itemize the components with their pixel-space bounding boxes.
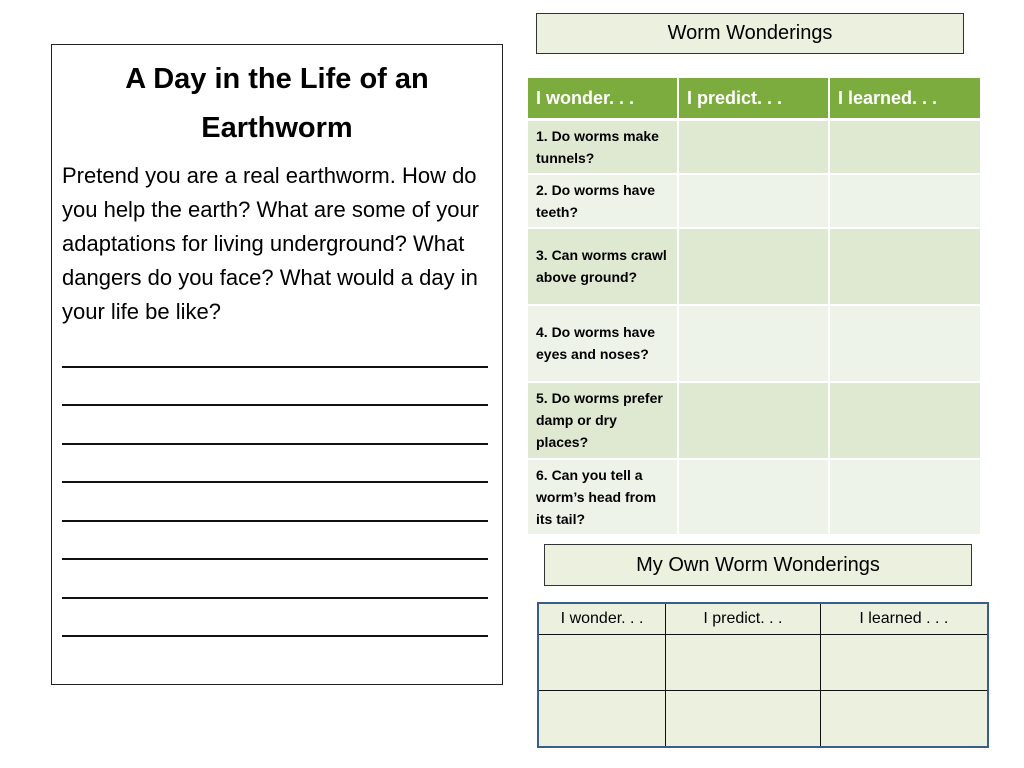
question-cell: 6. Can you tell a worm’s head from its tail? — [528, 459, 678, 535]
learned-cell[interactable] — [829, 174, 980, 228]
writing-line[interactable] — [62, 483, 488, 522]
writing-line[interactable] — [62, 406, 488, 445]
learned-cell[interactable] — [829, 382, 980, 459]
writing-line[interactable] — [62, 329, 488, 368]
own-wonderings-heading: My Own Worm Wonderings — [544, 544, 972, 586]
predict-cell[interactable] — [678, 228, 829, 305]
table-row — [538, 635, 988, 691]
own-learned-cell[interactable] — [820, 635, 988, 691]
header-predict: I predict. . . — [678, 78, 829, 120]
story-box — [51, 44, 503, 685]
learned-cell[interactable] — [829, 459, 980, 535]
learned-cell[interactable] — [829, 228, 980, 305]
own-wonderings-table — [537, 602, 989, 748]
header-wonder: I wonder. . . — [528, 78, 678, 120]
writing-line[interactable] — [62, 560, 488, 599]
story-prompt: Pretend you are a real earthworm. How do you help the earth? What are some of your adaptations for living underground? What dangers do you face? What would a day in your life be like? — [62, 163, 480, 324]
table-row — [528, 382, 980, 459]
own-header-wonder: I wonder. . . — [538, 603, 666, 635]
story-title: A Day in the Life of an Earthworm — [125, 63, 429, 144]
predict-cell[interactable] — [678, 459, 829, 535]
table-row — [528, 174, 980, 228]
writing-line[interactable] — [62, 445, 488, 484]
own-header-predict: I predict. . . — [666, 603, 821, 635]
header-learned: I learned. . . — [829, 78, 980, 120]
writing-line[interactable] — [62, 368, 488, 407]
own-wonder-cell[interactable] — [538, 691, 666, 748]
writing-area[interactable] — [62, 329, 502, 637]
question-cell: 3. Can worms crawl above ground? — [528, 228, 678, 305]
worm-wonderings-heading: Worm Wonderings — [536, 13, 964, 54]
predict-cell[interactable] — [678, 174, 829, 228]
table-row — [538, 691, 988, 748]
own-predict-cell[interactable] — [666, 635, 821, 691]
learned-cell[interactable] — [829, 305, 980, 382]
writing-line[interactable] — [62, 599, 488, 638]
question-cell: 5. Do worms prefer damp or dry places? — [528, 382, 678, 459]
table-row — [528, 305, 980, 382]
question-cell: 4. Do worms have eyes and noses? — [528, 305, 678, 382]
table-row — [528, 459, 980, 535]
own-predict-cell[interactable] — [666, 691, 821, 748]
table-row — [528, 120, 980, 174]
own-wonder-cell[interactable] — [538, 635, 666, 691]
table-row — [528, 228, 980, 305]
question-cell: 1. Do worms make tunnels? — [528, 120, 678, 174]
own-header-learned: I learned . . . — [820, 603, 988, 635]
predict-cell[interactable] — [678, 382, 829, 459]
own-learned-cell[interactable] — [820, 691, 988, 748]
predict-cell[interactable] — [678, 120, 829, 174]
worm-wonderings-table — [528, 78, 980, 536]
question-cell: 2. Do worms have teeth? — [528, 174, 678, 228]
learned-cell[interactable] — [829, 120, 980, 174]
writing-line[interactable] — [62, 522, 488, 561]
predict-cell[interactable] — [678, 305, 829, 382]
